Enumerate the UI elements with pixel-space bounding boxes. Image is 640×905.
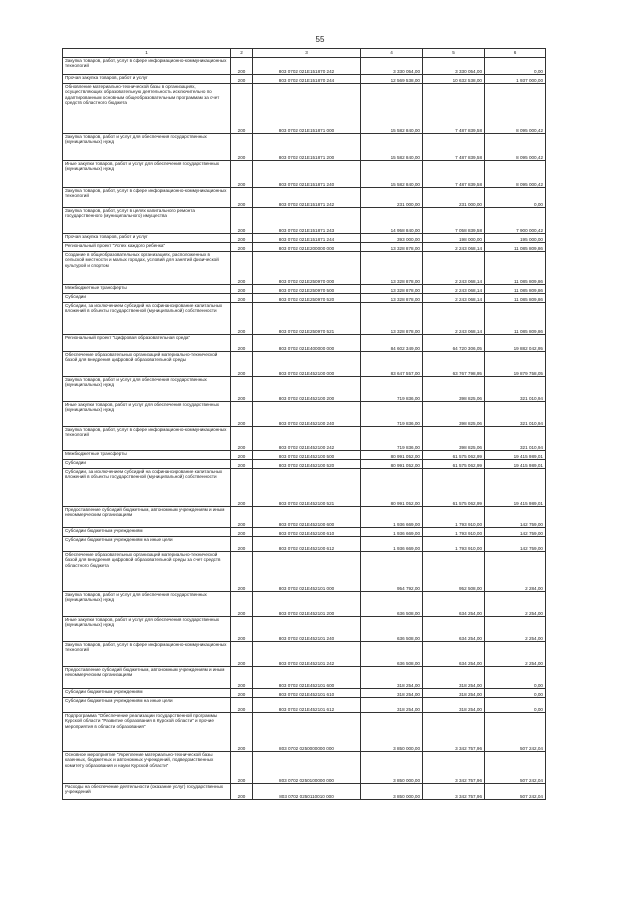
expense-name-cell: Закупка товаров, работ, услуг в сфере информационно-коммуникационных технологий [63, 58, 231, 75]
line-code-cell: 200 [231, 507, 253, 528]
table-row [63, 784, 546, 800]
expense-name-cell: Прочая закупка товаров, работ и услуг [63, 75, 231, 84]
line-code-cell: 200 [231, 537, 253, 552]
budget-classification-code-cell: 803 0702 021E452100 612 [253, 537, 361, 552]
approved-amount-cell: 13 328 878,00 [361, 285, 423, 294]
executed-amount-cell: 1 793 910,00 [423, 537, 485, 552]
line-code-cell: 200 [231, 58, 253, 75]
column-number-row [63, 49, 546, 58]
expense-name-cell: Расходы на обеспечение деятельности (оказание услуг) государственных учреждений [63, 784, 231, 800]
executed-amount-cell: 61 575 062,99 [423, 451, 485, 460]
line-code-cell: 200 [231, 469, 253, 507]
budget-classification-code-cell: 803 0702 021E452101 242 [253, 642, 361, 667]
table-row [63, 617, 546, 642]
expense-name-cell: Прочая закупка товаров, работ и услуг [63, 234, 231, 243]
executed-amount-cell: 2 243 068,14 [423, 303, 485, 335]
table-row [63, 161, 546, 188]
approved-amount-cell: 318 254,00 [361, 698, 423, 713]
budget-classification-code-cell: 803 0702 021E452101 240 [253, 617, 361, 642]
expense-name-cell: Предоставление субсидий бюджетным, автономным учреждениям и иным некоммерческим организациям [63, 507, 231, 528]
table-row [63, 75, 546, 84]
table-row [63, 303, 546, 335]
budget-classification-code-cell: 803 0702 021E452100 521 [253, 469, 361, 507]
approved-amount-cell: 3 330 054,00 [361, 58, 423, 75]
expense-name-cell: Межбюджетные трансферты [63, 451, 231, 460]
unexecuted-amount-cell: 195 000,00 [485, 234, 546, 243]
executed-amount-cell: 398 825,06 [423, 377, 485, 402]
unexecuted-amount-cell: 142 759,00 [485, 537, 546, 552]
budget-classification-code-cell: 803 0702 021E452100 600 [253, 507, 361, 528]
line-code-cell: 200 [231, 75, 253, 84]
unexecuted-amount-cell: 2 254,00 [485, 617, 546, 642]
budget-classification-code-cell: 803 0702 021E452101 610 [253, 689, 361, 698]
budget-classification-code-cell: 803 0702 021E151871 000 [253, 84, 361, 134]
expense-name-cell: Межбюджетные трансферты [63, 285, 231, 294]
executed-amount-cell: 63 767 798,95 [423, 352, 485, 377]
unexecuted-amount-cell: 507 242,04 [485, 713, 546, 752]
line-code-cell: 200 [231, 592, 253, 617]
expense-name-cell: Региональный проект "Успех каждого ребенка" [63, 243, 231, 252]
unexecuted-amount-cell: 8 095 000,42 [485, 161, 546, 188]
approved-amount-cell: 83 647 557,00 [361, 352, 423, 377]
approved-amount-cell: 1 936 669,00 [361, 507, 423, 528]
executed-amount-cell: 7 487 839,58 [423, 134, 485, 161]
budget-classification-code-cell: 803 0702 0250100000 000 [253, 752, 361, 784]
budget-classification-code-cell: 803 0702 021E151871 244 [253, 234, 361, 243]
budget-classification-code-cell: 803 0702 021E250970 500 [253, 285, 361, 294]
approved-amount-cell: 636 508,00 [361, 617, 423, 642]
unexecuted-amount-cell: 11 085 809,86 [485, 252, 546, 285]
budget-classification-code-cell: 803 0702 0250110010 000 [253, 784, 361, 800]
line-code-cell: 200 [231, 243, 253, 252]
line-code-cell: 200 [231, 402, 253, 427]
unexecuted-amount-cell: 0,00 [485, 689, 546, 698]
budget-classification-code-cell: 803 0702 021E400000 000 [253, 335, 361, 352]
unexecuted-amount-cell: 507 242,04 [485, 752, 546, 784]
expense-name-cell: Закупка товаров, работ и услуг для обеспечения государственных (муниципальных) нужд [63, 134, 231, 161]
table-row [63, 642, 546, 667]
table-row [63, 552, 546, 592]
approved-amount-cell: 84 602 349,00 [361, 335, 423, 352]
table-row [63, 352, 546, 377]
line-code-cell: 200 [231, 134, 253, 161]
unexecuted-amount-cell: 321 010,94 [485, 427, 546, 451]
line-code-cell: 200 [231, 667, 253, 689]
budget-classification-code-cell: 803 0702 021E250970 521 [253, 303, 361, 335]
approved-amount-cell: 13 328 878,00 [361, 252, 423, 285]
table-row [63, 427, 546, 451]
expense-name-cell: Субсидии бюджетным учреждениям [63, 528, 231, 537]
budget-classification-code-cell: 803 0702 021E151871 243 [253, 208, 361, 234]
expense-name-cell: Основное мероприятие "Укрепление материально-технической базы казенных, бюджетных и автономных учреждений, подведомственных комитету образования и науки Курской области" [63, 752, 231, 784]
executed-amount-cell: 398 825,06 [423, 427, 485, 451]
column-header: 5 [423, 49, 485, 58]
budget-classification-code-cell: 803 0702 021E151871 200 [253, 134, 361, 161]
approved-amount-cell: 15 582 840,00 [361, 161, 423, 188]
budget-classification-code-cell: 803 0702 021E452100 520 [253, 460, 361, 469]
expense-name-cell: Иные закупки товаров, работ и услуг для обеспечения государственных (муниципальных) нужд [63, 617, 231, 642]
approved-amount-cell: 719 836,00 [361, 427, 423, 451]
unexecuted-amount-cell: 7 900 000,42 [485, 208, 546, 234]
column-header: 1 [63, 49, 231, 58]
approved-amount-cell: 3 850 000,00 [361, 752, 423, 784]
line-code-cell: 200 [231, 460, 253, 469]
table-row [63, 58, 546, 75]
line-code-cell: 200 [231, 84, 253, 134]
unexecuted-amount-cell: 11 085 809,86 [485, 243, 546, 252]
approved-amount-cell: 719 836,00 [361, 377, 423, 402]
line-code-cell: 200 [231, 713, 253, 752]
table-row [63, 537, 546, 552]
expense-name-cell: Субсидии бюджетным учреждениям на иные цели [63, 537, 231, 552]
executed-amount-cell: 634 254,00 [423, 617, 485, 642]
executed-amount-cell: 634 254,00 [423, 642, 485, 667]
unexecuted-amount-cell: 19 415 989,01 [485, 469, 546, 507]
executed-amount-cell: 2 243 068,14 [423, 252, 485, 285]
table-row [63, 252, 546, 285]
line-code-cell: 200 [231, 335, 253, 352]
executed-amount-cell: 2 243 068,14 [423, 285, 485, 294]
expense-name-cell: Иные закупки товаров, работ и услуг для обеспечения государственных (муниципальных) нужд [63, 402, 231, 427]
table-row [63, 208, 546, 234]
unexecuted-amount-cell: 321 010,94 [485, 402, 546, 427]
approved-amount-cell: 3 850 000,00 [361, 713, 423, 752]
expense-name-cell: Субсидии, за исключением субсидий на софинансирование капитальных вложений в объекты государственной (муниципальной) собственности [63, 303, 231, 335]
line-code-cell: 200 [231, 208, 253, 234]
executed-amount-cell: 7 058 839,58 [423, 208, 485, 234]
approved-amount-cell: 3 850 000,00 [361, 784, 423, 800]
budget-classification-code-cell: 803 0702 021E151870 244 [253, 75, 361, 84]
approved-amount-cell: 15 582 840,00 [361, 134, 423, 161]
column-header: 6 [485, 49, 546, 58]
executed-amount-cell: 64 720 306,05 [423, 335, 485, 352]
unexecuted-amount-cell: 11 085 809,86 [485, 303, 546, 335]
expense-name-cell: Закупка товаров, работ, услуг в сфере информационно-коммуникационных технологий [63, 188, 231, 208]
expense-name-cell: Закупка товаров, работ, услуг в целях капитального ремонта государственного (муниципального) имущества [63, 208, 231, 234]
budget-classification-code-cell: 803 0702 021E250970 000 [253, 252, 361, 285]
expense-name-cell: Субсидии [63, 460, 231, 469]
approved-amount-cell: 12 569 538,00 [361, 75, 423, 84]
unexecuted-amount-cell: 507 242,04 [485, 784, 546, 800]
approved-amount-cell: 15 582 840,00 [361, 84, 423, 134]
unexecuted-amount-cell: 19 415 989,01 [485, 451, 546, 460]
table-row [63, 713, 546, 752]
table-row [63, 84, 546, 134]
table-row [63, 667, 546, 689]
table-row [63, 285, 546, 294]
budget-classification-code-cell: 803 0702 021E452100 240 [253, 402, 361, 427]
executed-amount-cell: 2 243 068,14 [423, 243, 485, 252]
line-code-cell: 200 [231, 427, 253, 451]
table-row [63, 460, 546, 469]
expense-name-cell: Иные закупки товаров, работ и услуг для обеспечения государственных (муниципальных) нужд [63, 161, 231, 188]
table-row [63, 335, 546, 352]
table-row [63, 294, 546, 303]
line-code-cell: 200 [231, 352, 253, 377]
executed-amount-cell: 7 487 839,58 [423, 84, 485, 134]
table-row [63, 698, 546, 713]
executed-amount-cell: 3 342 757,96 [423, 752, 485, 784]
line-code-cell: 200 [231, 689, 253, 698]
line-code-cell: 200 [231, 252, 253, 285]
executed-amount-cell: 61 575 062,99 [423, 460, 485, 469]
unexecuted-amount-cell: 11 085 809,86 [485, 294, 546, 303]
approved-amount-cell: 231 000,00 [361, 188, 423, 208]
line-code-cell: 200 [231, 377, 253, 402]
expense-name-cell: Обеспечение образовательных организаций материально-технической базой для внедрения цифровой образовательной среды [63, 352, 231, 377]
executed-amount-cell: 634 254,00 [423, 592, 485, 617]
approved-amount-cell: 13 328 878,00 [361, 294, 423, 303]
budget-classification-code-cell: 803 0702 021E452101 600 [253, 667, 361, 689]
column-header: 3 [253, 49, 361, 58]
executed-amount-cell: 61 575 062,99 [423, 469, 485, 507]
table-row [63, 689, 546, 698]
unexecuted-amount-cell: 11 085 809,86 [485, 285, 546, 294]
table-row [63, 188, 546, 208]
approved-amount-cell: 1 936 669,00 [361, 528, 423, 537]
approved-amount-cell: 80 991 052,00 [361, 469, 423, 507]
executed-amount-cell: 10 632 538,00 [423, 75, 485, 84]
expense-name-cell: Обеспечение образовательных организаций материально-технической базой для внедрения цифровой образовательной среды за счет средств областного бюджета [63, 552, 231, 592]
budget-classification-code-cell: 803 0702 021E452100 000 [253, 352, 361, 377]
executed-amount-cell: 952 508,00 [423, 552, 485, 592]
unexecuted-amount-cell: 2 254,00 [485, 642, 546, 667]
approved-amount-cell: 13 328 878,00 [361, 303, 423, 335]
expense-name-cell: Предоставление субсидий бюджетным, автономным учреждениям и иным некоммерческим организациям [63, 667, 231, 689]
budget-classification-code-cell: 803 0702 021E250970 520 [253, 294, 361, 303]
unexecuted-amount-cell: 0,00 [485, 188, 546, 208]
table-row [63, 134, 546, 161]
expense-name-cell: Закупка товаров, работ и услуг для обеспечения государственных (муниципальных) нужд [63, 377, 231, 402]
table-row [63, 592, 546, 617]
unexecuted-amount-cell: 2 284,00 [485, 552, 546, 592]
expense-name-cell: Субсидии [63, 294, 231, 303]
line-code-cell: 200 [231, 617, 253, 642]
executed-amount-cell: 3 342 757,96 [423, 713, 485, 752]
table-row [63, 528, 546, 537]
table-row [63, 243, 546, 252]
executed-amount-cell: 318 254,00 [423, 689, 485, 698]
budget-classification-code-cell: 803 0702 021E452100 200 [253, 377, 361, 402]
budget-classification-code-cell: 803 0702 021E452100 242 [253, 427, 361, 451]
line-code-cell: 200 [231, 698, 253, 713]
executed-amount-cell: 318 254,00 [423, 698, 485, 713]
unexecuted-amount-cell: 19 879 758,05 [485, 352, 546, 377]
line-code-cell: 200 [231, 451, 253, 460]
unexecuted-amount-cell: 0,00 [485, 698, 546, 713]
unexecuted-amount-cell: 19 882 042,95 [485, 335, 546, 352]
table-row [63, 234, 546, 243]
approved-amount-cell: 636 508,00 [361, 642, 423, 667]
expense-name-cell: Региональный проект "Цифровая образовательная среда" [63, 335, 231, 352]
table-row [63, 402, 546, 427]
budget-classification-code-cell: 803 0702 0250000000 000 [253, 713, 361, 752]
executed-amount-cell: 1 793 910,00 [423, 528, 485, 537]
table-row [63, 507, 546, 528]
table-row [63, 752, 546, 784]
approved-amount-cell: 719 836,00 [361, 402, 423, 427]
approved-amount-cell: 80 991 052,00 [361, 460, 423, 469]
column-header: 4 [361, 49, 423, 58]
table-row [63, 377, 546, 402]
executed-amount-cell: 1 793 910,00 [423, 507, 485, 528]
budget-classification-code-cell: 803 0702 021E452100 610 [253, 528, 361, 537]
approved-amount-cell: 13 328 878,00 [361, 243, 423, 252]
executed-amount-cell: 7 487 839,58 [423, 161, 485, 188]
expense-name-cell: Закупка товаров, работ, услуг в сфере информационно-коммуникационных технологий [63, 427, 231, 451]
budget-classification-code-cell: 803 0702 021E200000 000 [253, 243, 361, 252]
approved-amount-cell: 393 000,00 [361, 234, 423, 243]
approved-amount-cell: 318 254,00 [361, 667, 423, 689]
unexecuted-amount-cell: 0,00 [485, 58, 546, 75]
approved-amount-cell: 954 792,00 [361, 552, 423, 592]
budget-classification-code-cell: 803 0702 021E452101 000 [253, 552, 361, 592]
executed-amount-cell: 3 330 054,00 [423, 58, 485, 75]
executed-amount-cell: 198 000,00 [423, 234, 485, 243]
expense-name-cell: Закупка товаров, работ, услуг в сфере информационно-коммуникационных технологий [63, 642, 231, 667]
unexecuted-amount-cell: 142 759,00 [485, 528, 546, 537]
budget-classification-code-cell: 803 0702 021E151871 242 [253, 188, 361, 208]
line-code-cell: 200 [231, 642, 253, 667]
approved-amount-cell: 14 958 840,00 [361, 208, 423, 234]
executed-amount-cell: 318 254,00 [423, 667, 485, 689]
expense-name-cell: Закупка товаров, работ и услуг для обеспечения государственных (муниципальных) нужд [63, 592, 231, 617]
line-code-cell: 200 [231, 303, 253, 335]
page-number: 55 [315, 35, 325, 44]
budget-table [62, 48, 546, 800]
line-code-cell: 200 [231, 161, 253, 188]
approved-amount-cell: 636 508,00 [361, 592, 423, 617]
table-row [63, 451, 546, 460]
unexecuted-amount-cell: 8 095 000,42 [485, 84, 546, 134]
column-header: 2 [231, 49, 253, 58]
budget-classification-code-cell: 803 0702 021E452100 500 [253, 451, 361, 460]
unexecuted-amount-cell: 321 010,94 [485, 377, 546, 402]
budget-classification-code-cell: 803 0702 021E452101 200 [253, 592, 361, 617]
line-code-cell: 200 [231, 552, 253, 592]
line-code-cell: 200 [231, 188, 253, 208]
executed-amount-cell: 2 243 068,14 [423, 294, 485, 303]
table-row [63, 469, 546, 507]
unexecuted-amount-cell: 19 415 989,01 [485, 460, 546, 469]
budget-classification-code-cell: 803 0702 021E151871 240 [253, 161, 361, 188]
expense-name-cell: Субсидии, за исключением субсидий на софинансирование капитальных вложений в объекты государственной (муниципальной) собственности [63, 469, 231, 507]
approved-amount-cell: 1 936 669,00 [361, 537, 423, 552]
line-code-cell: 200 [231, 528, 253, 537]
expense-name-cell: Субсидии бюджетным учреждениям на иные цели [63, 698, 231, 713]
line-code-cell: 200 [231, 294, 253, 303]
unexecuted-amount-cell: 0,00 [485, 667, 546, 689]
budget-classification-code-cell: 803 0702 021E452101 612 [253, 698, 361, 713]
executed-amount-cell: 231 000,00 [423, 188, 485, 208]
line-code-cell: 200 [231, 285, 253, 294]
executed-amount-cell: 3 342 757,96 [423, 784, 485, 800]
unexecuted-amount-cell: 1 937 000,00 [485, 75, 546, 84]
unexecuted-amount-cell: 8 095 000,42 [485, 134, 546, 161]
line-code-cell: 200 [231, 752, 253, 784]
expense-name-cell: Обновление материально-технической базы в организациях, осуществляющих образовательную деятельность исключительно по адаптированным основным общеобразовательным программам за счет средств областного бюджета [63, 84, 231, 134]
expense-name-cell: Подпрограмма "Обеспечение реализации государственной программы Курской области "Развитие образования в Курской области" и прочие мероприятия в области образования" [63, 713, 231, 752]
approved-amount-cell: 318 254,00 [361, 689, 423, 698]
unexecuted-amount-cell: 142 759,00 [485, 507, 546, 528]
unexecuted-amount-cell: 2 254,00 [485, 592, 546, 617]
expense-name-cell: Субсидии бюджетным учреждениям [63, 689, 231, 698]
line-code-cell: 200 [231, 234, 253, 243]
executed-amount-cell: 398 825,06 [423, 402, 485, 427]
line-code-cell: 200 [231, 784, 253, 800]
expense-name-cell: Создание в общеобразовательных организациях, расположенных в сельской местности и малых городах, условий для занятий физической культурой и спортом [63, 252, 231, 285]
budget-classification-code-cell: 803 0702 021E151870 242 [253, 58, 361, 75]
approved-amount-cell: 80 991 052,00 [361, 451, 423, 460]
